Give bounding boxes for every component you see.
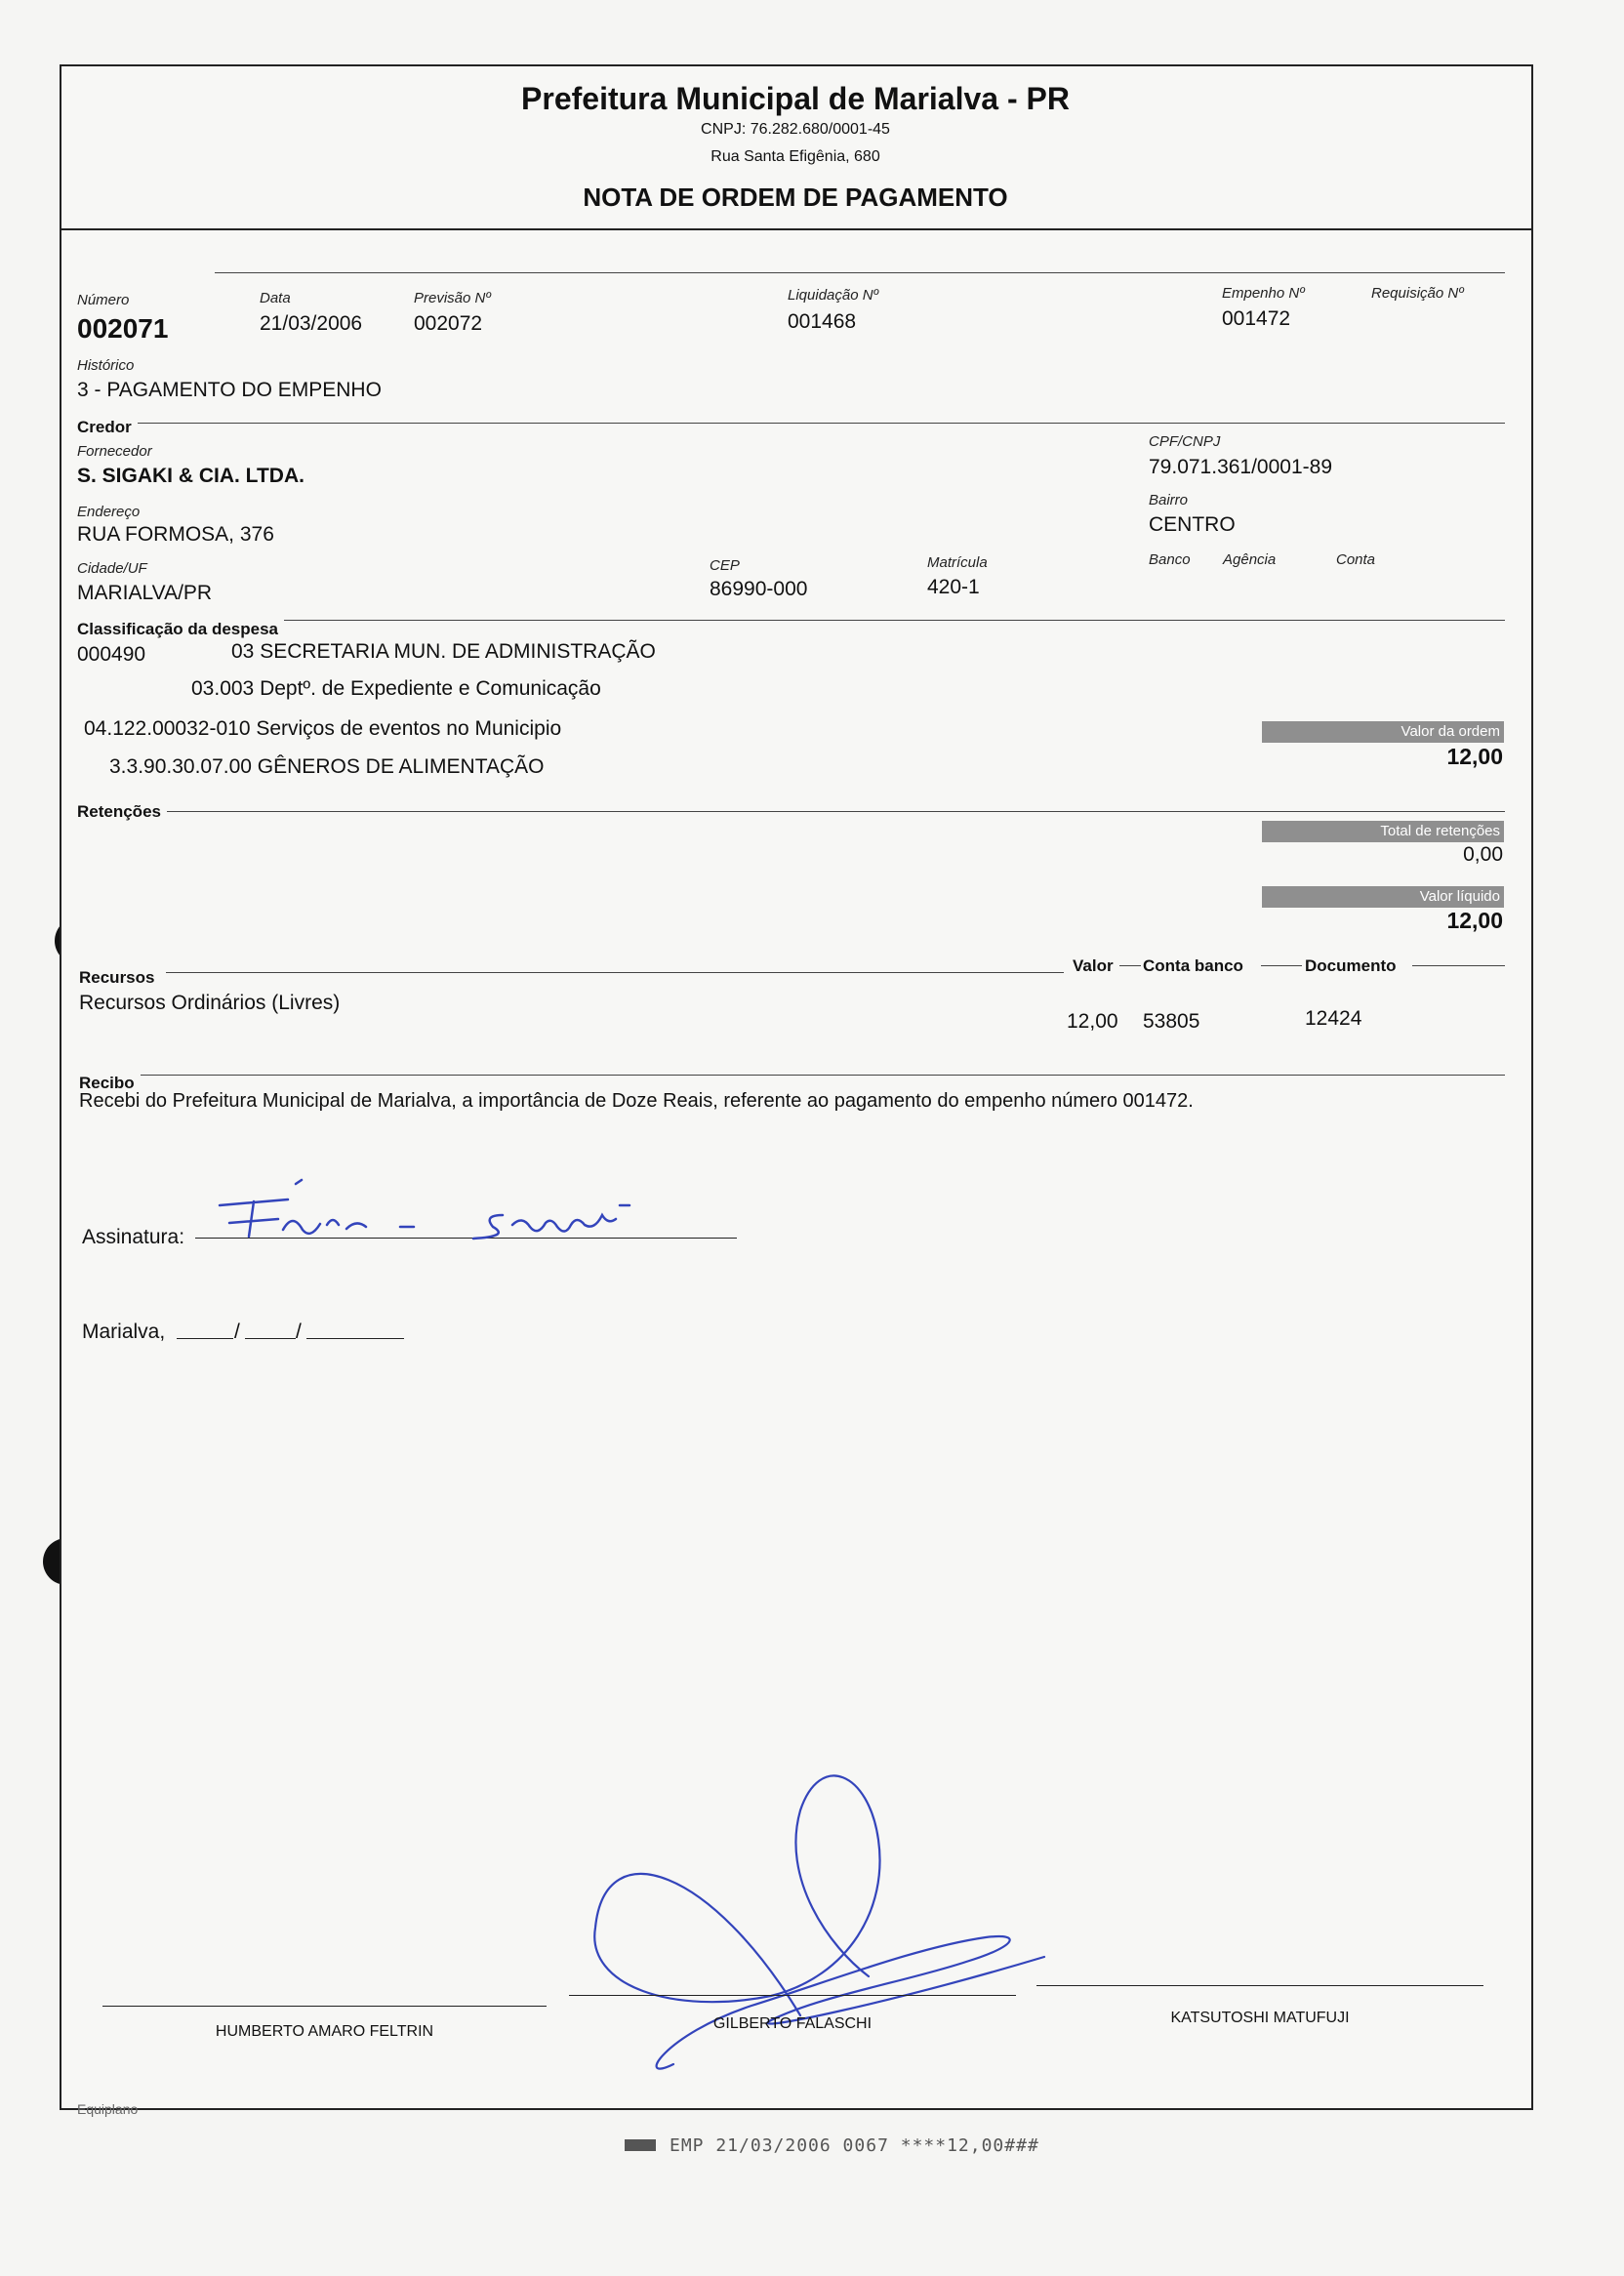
- valor-liquido-value: 12,00: [1446, 908, 1503, 933]
- header-title: Prefeitura Municipal de Marialva - PR: [521, 81, 1070, 116]
- sig-line-1: [102, 2006, 547, 2007]
- previsao-value: 002072: [414, 312, 483, 335]
- liquidacao-value: 001468: [788, 310, 857, 333]
- recursos-valor: 12,00: [1067, 1010, 1118, 1033]
- cep-label: CEP: [710, 557, 740, 574]
- liquidacao-label: Liquidação Nº: [788, 287, 879, 304]
- stamp-text: EMP 21/03/2006 0067 ****12,00###: [670, 2135, 1039, 2156]
- empenho-value: 001472: [1222, 307, 1291, 330]
- banco-label: Banco: [1149, 551, 1191, 568]
- data-value: 21/03/2006: [260, 312, 363, 335]
- valor-liquido-label: Valor líquido: [1262, 886, 1504, 908]
- bairro-value: CENTRO: [1149, 513, 1236, 536]
- signatory-2: GILBERTO FALASCHI: [712, 2015, 873, 2032]
- numero-label: Número: [77, 292, 130, 308]
- date-slash-2: /: [296, 1321, 302, 1343]
- recibo-text: Recebi do Prefeitura Municipal de Marialva, a importância de Doze Reais, referente ao pagamento do empenho número 001472.: [79, 1090, 1194, 1112]
- cep-value: 86990-000: [710, 578, 808, 600]
- classificacao-line4: 3.3.90.30.07.00 GÊNEROS DE ALIMENTAÇÃO: [109, 755, 545, 778]
- conta-label: Conta: [1336, 551, 1376, 568]
- date-line-year: [306, 1338, 404, 1339]
- retencoes-section: Retenções: [77, 802, 167, 822]
- recursos-rule-3: [1261, 965, 1302, 966]
- bairro-label: Bairro: [1149, 492, 1189, 508]
- matricula-label: Matrícula: [927, 554, 988, 571]
- classificacao-code: 000490: [77, 643, 146, 666]
- fornecedor-label: Fornecedor: [77, 443, 152, 460]
- fornecedor-value: S. SIGAKI & CIA. LTDA.: [77, 465, 304, 487]
- recursos-documento: 12424: [1305, 1007, 1362, 1030]
- recibo-rule: [79, 1075, 1505, 1076]
- cpf-label: CPF/CNPJ: [1149, 433, 1221, 450]
- official-signature: [576, 1752, 1064, 2084]
- bank-stamp: [625, 2135, 1039, 2156]
- recursos-section: Recursos: [79, 968, 160, 988]
- classificacao-rule: [77, 620, 1505, 621]
- supplier-signature: [210, 1176, 737, 1244]
- signatory-1: HUMBERTO AMARO FELTRIN: [215, 2023, 434, 2040]
- total-retencoes-label: Total de retenções: [1262, 821, 1504, 842]
- recursos-conta: 53805: [1143, 1010, 1200, 1033]
- cidade-label: Cidade/UF: [77, 560, 147, 577]
- cidade-value: MARIALVA/PR: [77, 582, 213, 604]
- header-address: Rua Santa Efigênia, 680: [710, 148, 880, 165]
- historico-value: 3 - PAGAMENTO DO EMPENHO: [77, 379, 382, 401]
- recibo-section: Recibo: [79, 1074, 141, 1093]
- empenho-label: Empenho Nº: [1222, 285, 1305, 302]
- valor-ordem-value: 12,00: [1446, 744, 1503, 769]
- fields-top-rule: [215, 272, 1505, 273]
- stamp-mark-icon: [625, 2139, 656, 2151]
- retencoes-rule: [77, 811, 1505, 812]
- cpf-value: 79.071.361/0001-89: [1149, 456, 1333, 478]
- assinatura-label: Assinatura:: [82, 1226, 185, 1248]
- recursos-rule: [166, 972, 1064, 973]
- recursos-conta-header: Conta banco: [1143, 956, 1243, 975]
- header-divider: [60, 228, 1531, 230]
- historico-label: Histórico: [77, 357, 135, 374]
- document-title: NOTA DE ORDEM DE PAGAMENTO: [583, 183, 1008, 212]
- sig-line-3: [1036, 1985, 1483, 1986]
- numero-value: 002071: [77, 313, 169, 344]
- total-retencoes-value: 0,00: [1463, 843, 1503, 866]
- date-line-day: [177, 1338, 233, 1339]
- valor-ordem-label: Valor da ordem: [1262, 721, 1504, 743]
- signatory-3: KATSUTOSHI MATUFUJI: [1170, 2010, 1350, 2026]
- date-slash-1: /: [234, 1321, 240, 1343]
- credor-section: Credor: [77, 418, 138, 437]
- matricula-value: 420-1: [927, 576, 980, 598]
- header-cnpj: CNPJ: 76.282.680/0001-45: [701, 121, 890, 138]
- date-line-month: [245, 1338, 296, 1339]
- data-label: Data: [260, 290, 291, 306]
- recursos-valor-header: Valor: [1073, 956, 1114, 975]
- classificacao-line2: 03.003 Deptº. de Expediente e Comunicação: [191, 677, 601, 700]
- requisicao-label: Requisição Nº: [1371, 285, 1464, 302]
- agencia-label: Agência: [1223, 551, 1277, 568]
- recursos-rule-2: [1119, 965, 1141, 966]
- previsao-label: Previsão Nº: [414, 290, 491, 306]
- classificacao-line3: 04.122.00032-010 Serviços de eventos no Municipio: [84, 717, 562, 740]
- recursos-rule-4: [1412, 965, 1505, 966]
- equiplano-brand: Equiplano: [77, 2101, 139, 2117]
- classificacao-section: Classificação da despesa: [77, 620, 284, 639]
- sig-line-2: [569, 1995, 1016, 1996]
- recursos-documento-header: Documento: [1305, 956, 1397, 975]
- recursos-descricao: Recursos Ordinários (Livres): [79, 992, 341, 1014]
- endereco-label: Endereço: [77, 504, 141, 520]
- credor-rule: [77, 423, 1505, 424]
- local-data-label: Marialva,: [82, 1321, 166, 1343]
- classificacao-line1: 03 SECRETARIA MUN. DE ADMINISTRAÇÃO: [231, 640, 656, 663]
- endereco-value: RUA FORMOSA, 376: [77, 523, 274, 546]
